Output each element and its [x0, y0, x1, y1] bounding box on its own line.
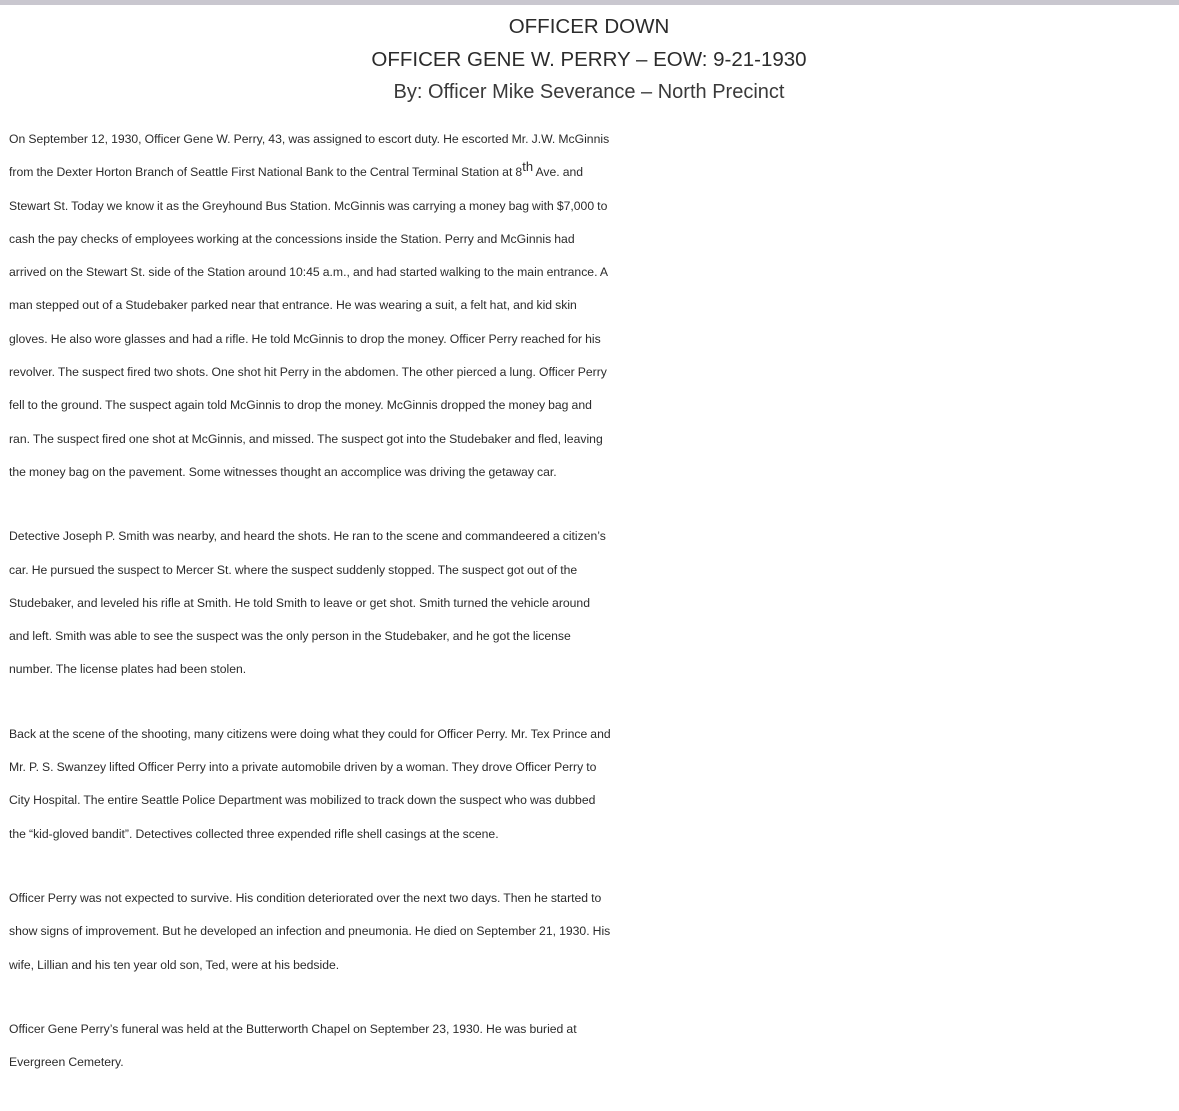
paragraph-line: cash the pay checks of employees working at the concessions inside the Station. Perry and McGinnis had	[9, 231, 575, 246]
paragraph-line: fell to the ground. The suspect again told McGinnis to drop the money. McGinnis dropped the money bag and	[9, 398, 592, 413]
article-byline: By: Officer Mike Severance – North Precinct	[393, 81, 785, 103]
paragraph-line: Back at the scene of the shooting, many citizens were doing what they could for Officer Perry. Mr. Tex Prince and	[9, 726, 611, 741]
paragraph-line: Mr. P. S. Swanzey lifted Officer Perry into a private automobile driven by a woman. They drove Officer Perry to	[9, 760, 597, 775]
article-header	[9, 10, 1169, 109]
paragraph-line: Stewart St. Today we know it as the Greyhound Bus Station. McGinnis was carrying a money bag with $7,000 to	[9, 198, 608, 213]
paragraph-line: ran. The suspect fired one shot at McGinnis, and missed. The suspect got into the Studebaker and fled, leaving	[9, 431, 603, 446]
paragraph-line-text: from the Dexter Horton Branch of Seattle First National Bank to the Central Terminal Station at 8	[9, 165, 523, 180]
document-body	[9, 10, 1171, 1079]
window-top-border	[0, 0, 1179, 5]
paragraph-line: car. He pursued the suspect to Mercer St. where the suspect suddenly stopped. The suspect got out of the	[9, 562, 578, 577]
article-subtitle: OFFICER GENE W. PERRY – EOW: 9-21-1930	[371, 48, 807, 71]
paragraph-line: the money bag on the pavement. Some witnesses thought an accomplice was driving the getaway car.	[9, 464, 557, 479]
paragraph-line: show signs of improvement. But he developed an infection and pneumonia. He died on September 21, 1930. His	[9, 924, 611, 939]
paragraph-line: gloves. He also wore glasses and had a rifle. He told McGinnis to drop the money. Officer Perry reached for his	[9, 331, 601, 346]
paragraph-line	[9, 156, 1171, 189]
paragraph-line: Studebaker, and leveled his rifle at Smith. He told Smith to leave or get shot. Smith turned the vehicle around	[9, 595, 590, 610]
paragraph-1	[9, 123, 1171, 489]
paragraph-line-text: Ave. and	[533, 165, 584, 180]
paragraph-line: On September 12, 1930, Officer Gene W. Perry, 43, was assigned to escort duty. He escorted Mr. J.W. McGinnis	[9, 132, 610, 146]
paragraph-line: wife, Lillian and his ten year old son, Ted, were at his bedside.	[9, 957, 340, 972]
paragraph-line: and left. Smith was able to see the suspect was the only person in the Studebaker, and he got the license	[9, 629, 571, 644]
paragraph-line: revolver. The suspect fired two shots. One shot hit Perry in the abdomen. The other pierced a lung. Officer Perry	[9, 365, 607, 380]
paragraph-2	[9, 520, 1171, 686]
paragraph-line: arrived on the Stewart St. side of the Station around 10:45 a.m., and had started walking to the main entrance. A	[9, 265, 609, 280]
paragraph-4	[9, 882, 1171, 982]
paragraph-line: man stepped out of a Studebaker parked near that entrance. He was wearing a suit, a felt hat, and kid skin	[9, 298, 577, 313]
article-title: OFFICER DOWN	[508, 15, 670, 38]
paragraph-line: City Hospital. The entire Seattle Police Department was mobilized to track down the suspect who was dubbed	[9, 793, 596, 808]
paragraph-line: the “kid-gloved bandit”. Detectives collected three expended rifle shell casings at the scene.	[9, 826, 499, 841]
paragraph-3	[9, 718, 1171, 851]
paragraph-line: Evergreen Cemetery.	[9, 1055, 124, 1070]
paragraph-line: Officer Gene Perry’s funeral was held at the Butterworth Chapel on September 23, 1930. He was buried at	[9, 1021, 577, 1036]
paragraph-line: number. The license plates had been stolen.	[9, 662, 247, 677]
paragraph-line: Detective Joseph P. Smith was nearby, and heard the shots. He ran to the scene and commandeered a citizen’s	[9, 529, 606, 544]
paragraph-line: Officer Perry was not expected to survive. His condition deteriorated over the next two days. Then he started to	[9, 890, 602, 905]
paragraph-5	[9, 1013, 1171, 1080]
ordinal-superscript: th	[522, 159, 534, 175]
